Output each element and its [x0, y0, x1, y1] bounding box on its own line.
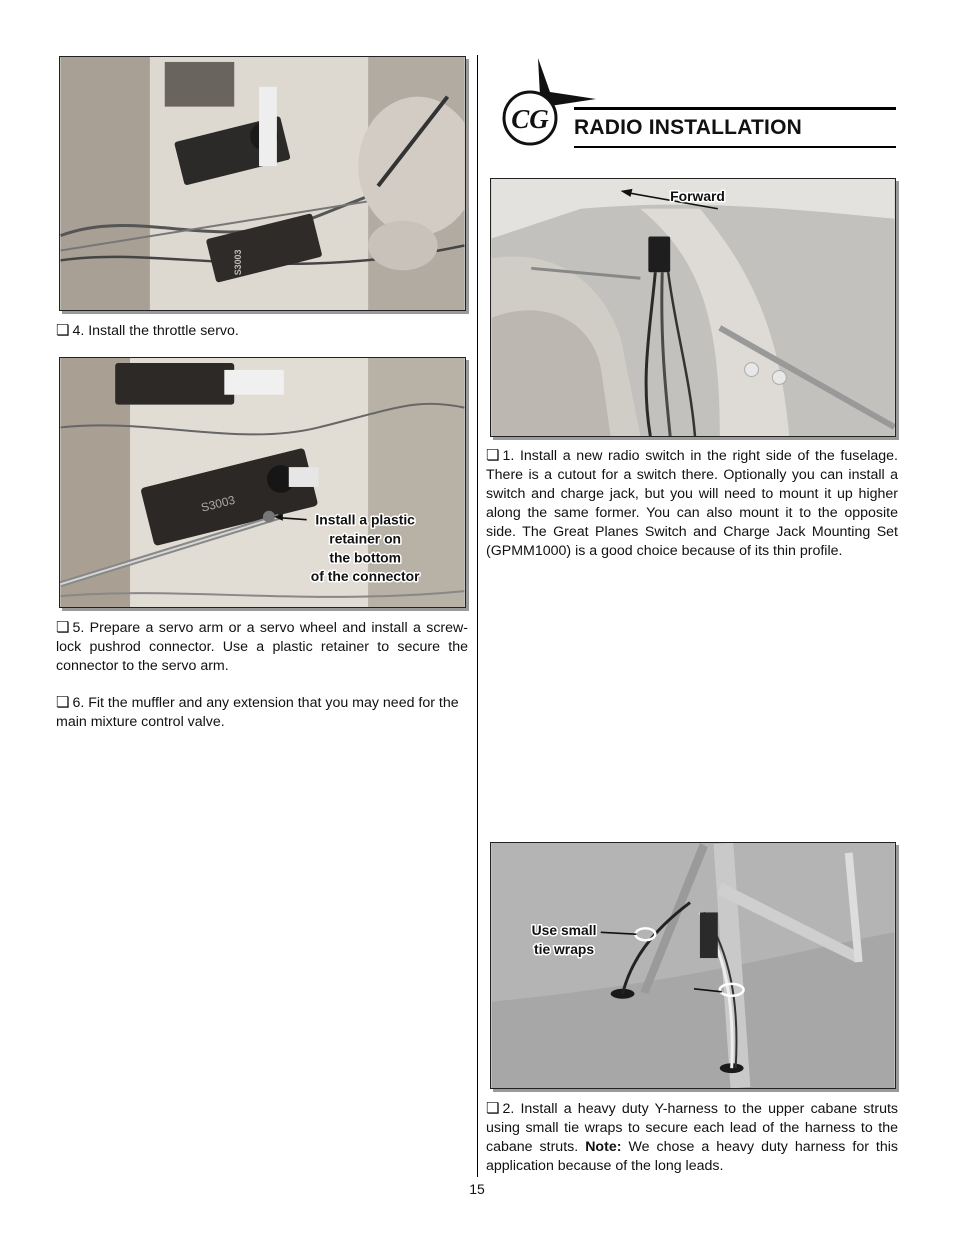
photo2-label-line-3: the bottom — [329, 549, 402, 566]
photo2-label-line-1: Install a plastic — [315, 511, 415, 528]
photo-radio-switch — [490, 178, 896, 437]
step-4-label: 4. Install the throttle servo. — [72, 323, 239, 339]
step-6-label: 6. Fit the muffler and any extension that you may need for the main mixture control valve. — [56, 695, 459, 730]
photo-y-harness — [490, 842, 896, 1089]
checkbox-right-step-1[interactable]: ❏ — [486, 447, 500, 464]
checkbox-right-step-2[interactable]: ❏ — [486, 1100, 500, 1117]
step-6-text — [56, 693, 468, 732]
photo4-label-line-2: tie wraps — [533, 941, 595, 958]
page-number: 15 — [469, 1181, 485, 1197]
photo-throttle-servo-image — [60, 57, 465, 310]
checkbox-step-4[interactable]: ❏ — [56, 322, 70, 339]
photo-pushrod-connector-image — [60, 358, 465, 607]
photo-y-harness-image — [491, 843, 895, 1088]
step-4-text — [56, 321, 468, 341]
column-divider — [477, 55, 478, 1177]
cg-logo-text: CG — [511, 104, 549, 134]
photo2-servo-text: S3003 — [199, 492, 237, 515]
right-step-2-label-pre: 2. Install a heavy duty Y-harness to the upper cabane struts using small tie wraps to secure each lead of the harness to the cabane struts. — [486, 1101, 898, 1155]
photo-throttle-servo — [59, 56, 466, 311]
photo2-label-line-2: retainer on — [329, 530, 402, 547]
right-step-2-text — [486, 1099, 898, 1176]
right-step-2-label-post: We chose a heavy duty harness for this application because of the long leads. — [486, 1139, 899, 1174]
step-5-text — [56, 618, 468, 676]
photo1-servo-text: S3003 — [233, 249, 244, 276]
photo4-label-line-1: Use small — [531, 922, 597, 939]
photo2-label-line-4: of the connector — [310, 568, 420, 585]
section-title: RADIO INSTALLATION — [574, 116, 802, 139]
header-rule-bottom — [574, 146, 896, 148]
step-5-label: 5. Prepare a servo arm or a servo wheel and install a screw-lock pushrod connector. Use a plastic retainer to secure the connector to the servo arm. — [56, 620, 468, 674]
checkbox-step-5[interactable]: ❏ — [56, 619, 70, 636]
right-step-1-text — [486, 446, 898, 561]
header-rule-top — [574, 107, 896, 110]
right-step-1-label: 1. Install a new radio switch in the right side of the fuselage. There is a cutout for a switch there. Optionally you can install a switch and charge jack, but you will need to mount it up higher along the same former. You can also mount it to the opposite side. The Great Planes Switch and Charge Jack Mounting Set (GPMM1000) is a good choice because of its thin profile. — [486, 448, 898, 559]
right-step-2-note-label: Note: — [585, 1139, 622, 1155]
checkbox-step-6[interactable]: ❏ — [56, 694, 70, 711]
photo-pushrod-connector — [59, 357, 466, 608]
photo3-label: Forward — [670, 187, 725, 204]
photo-radio-switch-image — [491, 179, 895, 436]
